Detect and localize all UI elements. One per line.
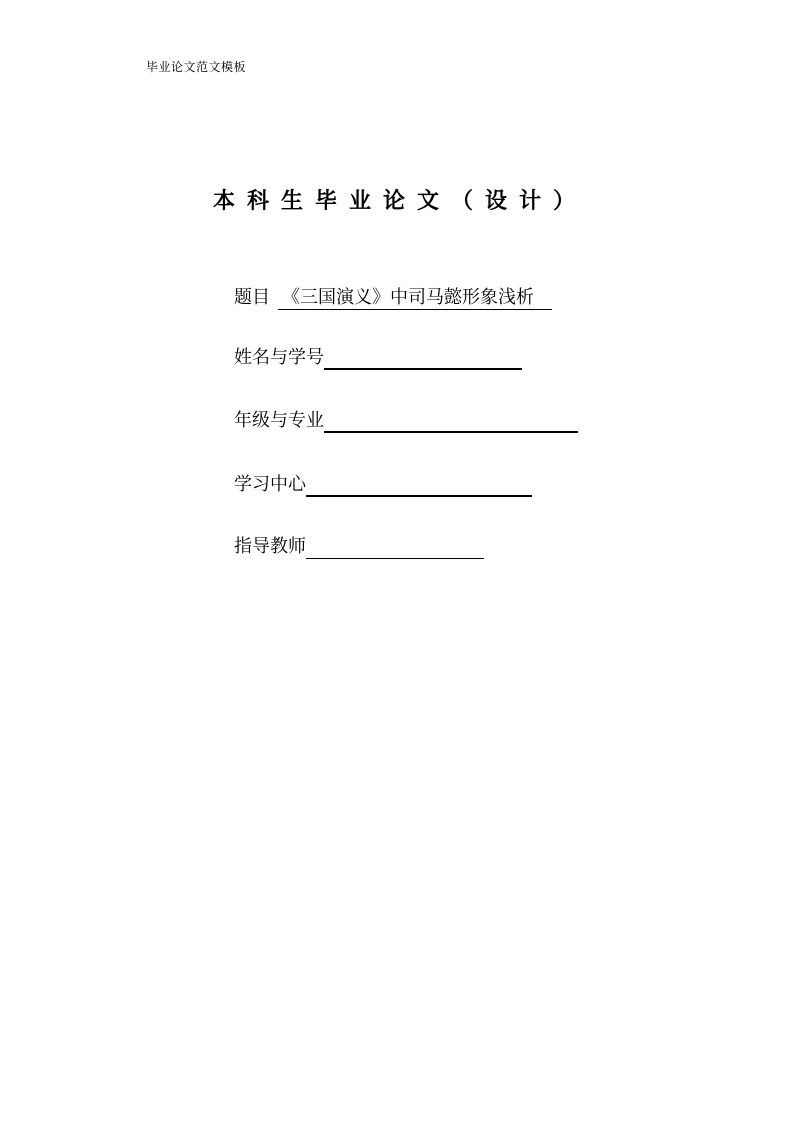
grade-major-blank bbox=[324, 411, 578, 433]
name-id-blank bbox=[324, 348, 522, 370]
topic-value: 《三国演义》中司马懿形象浅析 bbox=[278, 287, 552, 310]
study-center-row bbox=[234, 473, 532, 497]
name-id-label: 姓名与学号 bbox=[234, 347, 324, 368]
topic-row bbox=[234, 286, 552, 310]
study-center-label: 学习中心 bbox=[234, 474, 306, 495]
advisor-row bbox=[234, 535, 484, 559]
grade-major-label: 年级与专业 bbox=[234, 410, 324, 431]
study-center-blank bbox=[306, 475, 532, 497]
grade-major-row bbox=[234, 409, 578, 433]
page-header: 毕业论文范文模板 bbox=[146, 60, 247, 74]
thesis-title: 本科生毕业论文（设计） bbox=[212, 189, 587, 214]
name-id-row bbox=[234, 346, 522, 370]
advisor-blank bbox=[306, 538, 484, 559]
advisor-label: 指导教师 bbox=[234, 536, 306, 557]
topic-label: 题目 bbox=[234, 287, 270, 308]
